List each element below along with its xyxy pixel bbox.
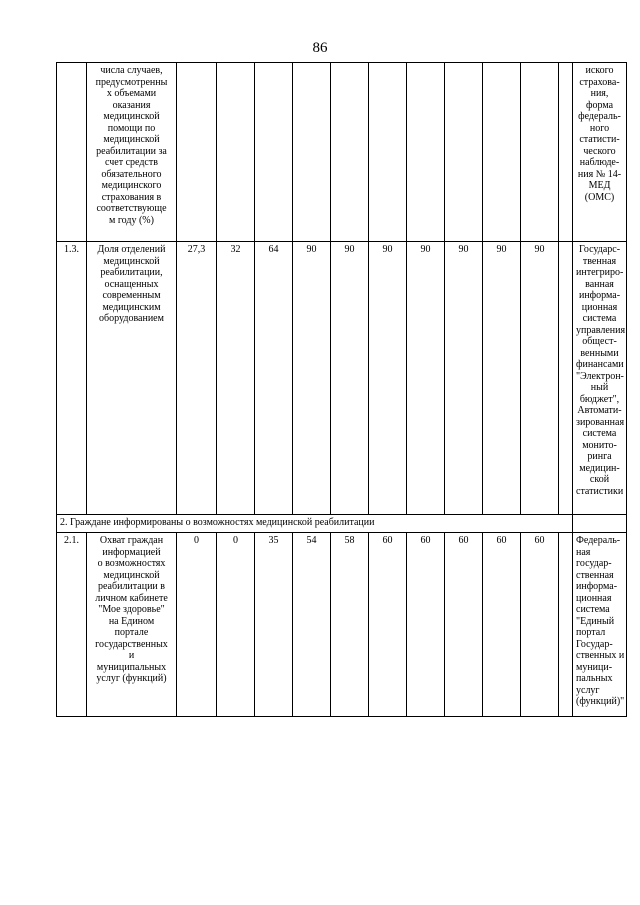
page-number: 86 [312,40,328,56]
table-row [57,533,627,717]
row-number: 2.1. [57,533,87,717]
value-cell: 27,3 [177,242,217,515]
value-cell: 90 [293,242,331,515]
value-cell [369,63,407,242]
section-title: 2. Граждане информированы о возможностях медицинской реабилитации [57,515,573,533]
source-cell: Государс- твенная интегриро- ванная информа- ционная система управления общест- венными финансами "Электрон- ный бюджет", Автомати- зированная система монито- ринга медицин- ской статистики [573,242,627,515]
value-cell [331,63,369,242]
source-cell: иского страхова- ния, форма федераль- ного статисти- ческого наблюде- ния № 14- МЕД (ОМС) [573,63,627,242]
value-cell: 0 [177,533,217,717]
value-cell: 0 [217,533,255,717]
value-cell: 90 [407,242,445,515]
value-cell [177,63,217,242]
source-cell: Федераль- ная государ- ственная информа- ционная система "Единый портал Государ- ственных и муници- пальных услуг (функций)" [573,533,627,717]
row-number [57,63,87,242]
value-cell: 60 [445,533,483,717]
value-cell [293,63,331,242]
value-cell [255,63,293,242]
value-cell: 58 [331,533,369,717]
value-cell: 90 [445,242,483,515]
value-cell [559,63,573,242]
value-cell: 60 [521,533,559,717]
value-cell: 90 [521,242,559,515]
value-cell: 90 [369,242,407,515]
section-row [57,515,627,533]
indicator-name: Доля отделений медицинской реабилитации, оснащенных современным медицинским оборудованием [87,242,177,515]
empty-cell [573,515,627,533]
value-cell [559,242,573,515]
indicators-table [56,62,627,717]
value-cell [559,533,573,717]
value-cell: 90 [483,242,521,515]
table-row [57,242,627,515]
value-cell [445,63,483,242]
value-cell: 60 [407,533,445,717]
value-cell: 90 [331,242,369,515]
value-cell [407,63,445,242]
value-cell: 64 [255,242,293,515]
value-cell [521,63,559,242]
value-cell [217,63,255,242]
value-cell: 60 [369,533,407,717]
indicator-name: Охват граждан информацией о возможностях медицинской реабилитации в личном кабинете "Мое здоровье" на Едином портале государственных и муниципальных услуг (функций) [87,533,177,717]
value-cell: 35 [255,533,293,717]
value-cell [483,63,521,242]
indicator-name: числа случаев, предусмотренны х объемами оказания медицинской помощи по медицинской реабилитации за счет средств обязательного медицинского страхования в соответствующе м году (%) [87,63,177,242]
value-cell: 54 [293,533,331,717]
table-row [57,63,627,242]
value-cell: 32 [217,242,255,515]
row-number: 1.3. [57,242,87,515]
value-cell: 60 [483,533,521,717]
